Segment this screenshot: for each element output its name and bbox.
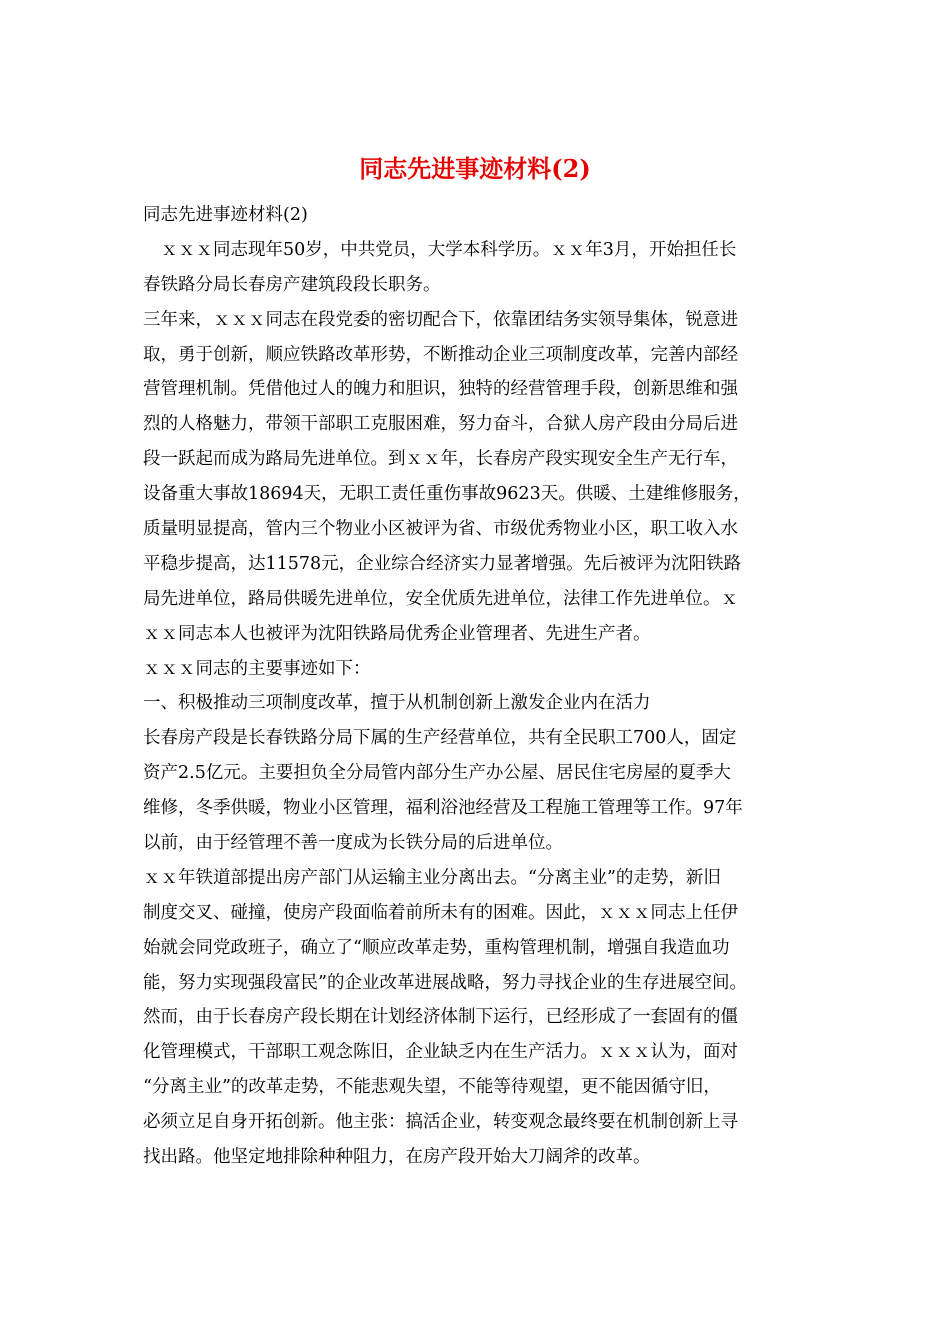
text-line: “分离主业”的改革走势，不能悲观失望，不能等待观望，更不能因循守旧， [143, 1077, 721, 1098]
text-line: 一、积极推动三项制度改革，擅于从机制创新上激发企业内在活力 [143, 693, 651, 714]
body-paragraph [143, 198, 813, 1175]
text-line: 然而，由于长春房产段长期在计划经济体制下运行，已经形成了一套固有的僵 [143, 1007, 738, 1028]
text-line: 同志先进事迹材料(2) [143, 205, 308, 225]
text-line: 化管理模式，干部职工观念陈旧，企业缺乏内在生产活力。ｘｘｘ认为，面对 [143, 1042, 738, 1063]
text-line: 始就会同党政班子，确立了“顺应改革走势，重构管理机制，增强自我造血功 [143, 937, 730, 958]
text-line: ｘｘ年铁道部提出房产部门从运输主业分离出去。“分离主业”的走势，新旧 [143, 867, 721, 888]
text-line: 能，努力实现强段富民”的企业改革进展战略，努力寻找企业的生存进展空间。 [143, 972, 747, 993]
text-line: 找出路。他坚定地排除种种阻力，在房产段开始大刀阔斧的改革。 [143, 1147, 651, 1168]
text-line: 春铁路分局长春房产建筑段段长职务。 [143, 274, 441, 295]
text-line: ｘｘ同志本人也被评为沈阳铁路局优秀企业管理者、先进生产者。 [143, 623, 651, 644]
text-line: ｘｘｘ同志的主要事迹如下： [143, 658, 371, 679]
text-line: 质量明显提高，管内三个物业小区被评为省、市级优秀物业小区，职工收入水 [143, 519, 738, 540]
text-line: 制度交叉、碰撞，使房产段面临着前所未有的困难。因此，ｘｘｘ同志上任伊 [143, 902, 738, 923]
text-line: 设备重大事故18694天，无职工责任重伤事故9623天。供暖、土建维修服务， [143, 484, 751, 505]
text-line: 取，勇于创新，顺应铁路改革形势，不断推动企业三项制度改革，完善内部经 [143, 344, 738, 365]
text-line: 营管理机制。凭借他过人的魄力和胆识，独特的经营管理手段，创新思维和强 [143, 379, 738, 400]
text-line: 资产2.5亿元。主要担负全分局管内部分生产办公屋、居民住宅房屋的夏季大 [143, 763, 731, 784]
text-line: 烈的人格魅力，带领干部职工克服困难，努力奋斗，合狱人房产段由分局后进 [143, 414, 738, 435]
text-line: 长春房产段是长春铁路分局下属的生产经营单位，共有全民职工700人，固定 [143, 728, 737, 749]
document-title: 同志先进事迹材料(2) [359, 154, 591, 183]
text-line: 平稳步提高，达11578元，企业综合经济实力显著增强。先后被评为沈阳铁路 [143, 553, 742, 574]
text-line: 必须立足自身开拓创新。他主张：搞活企业，转变观念最终要在机制创新上寻 [143, 1112, 738, 1133]
text-line: 段一跃起而成为路局先进单位。到ｘｘ年，长春房产段实现安全生产无行车， [143, 449, 738, 470]
text-line: 维修，冬季供暖，物业小区管理，福利浴池经营及工程施工管理等工作。97年 [143, 798, 743, 819]
text-line: 局先进单位，路局供暖先进单位，安全优质先进单位，法律工作先进单位。ｘ [143, 588, 738, 609]
text-line: ｘｘｘ同志现年50岁，中共党员，大学本科学历。ｘｘ年3月，开始担任长 [143, 239, 737, 260]
document-body [143, 198, 813, 1175]
text-line: 三年来，ｘｘｘ同志在段党委的密切配合下，依靠团结务实领导集体，锐意进 [143, 309, 738, 330]
text-line: 以前，由于经管理不善一度成为长铁分局的后进单位。 [143, 833, 563, 854]
